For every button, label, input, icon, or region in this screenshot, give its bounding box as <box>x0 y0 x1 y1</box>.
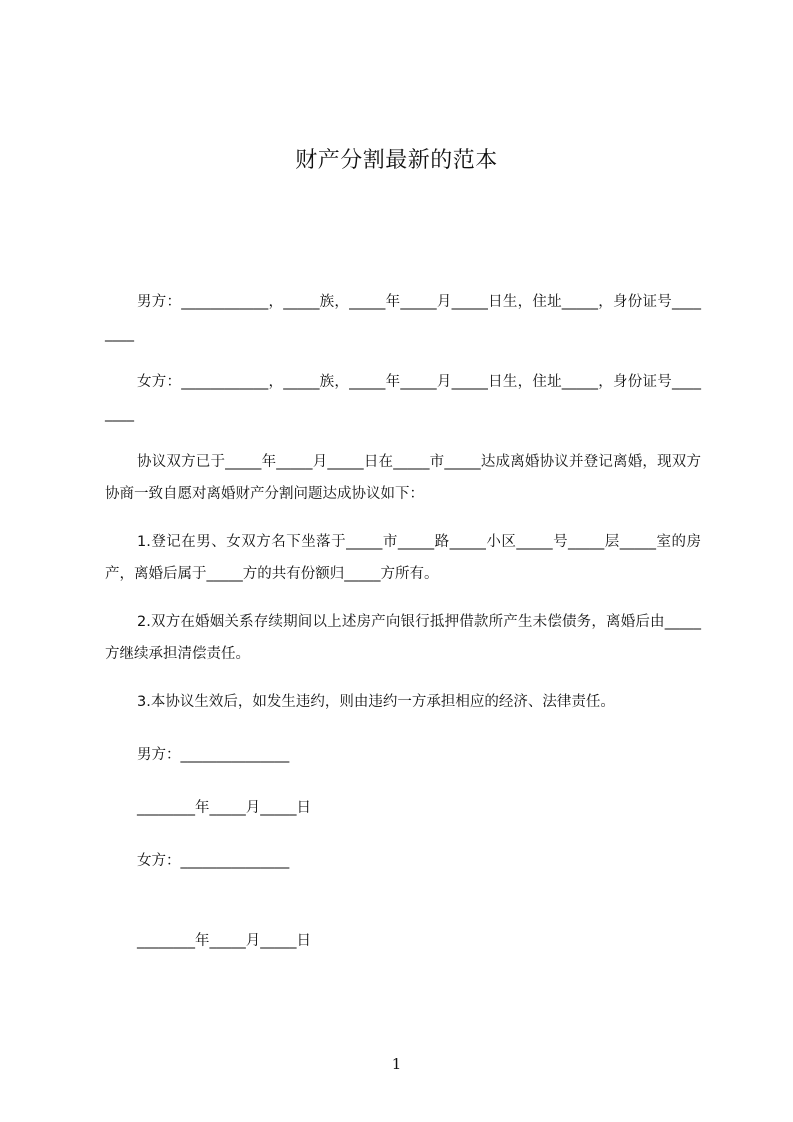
signature-female-date: ________年_____月_____日 <box>137 933 311 949</box>
paragraph-clause-2: 2.双方在婚姻关系存续期间以上述房产向银行抵押借款所产生未偿债务，离婚后由_____方继续承担清偿责任。 <box>105 614 701 662</box>
paragraph-clause-3: 3.本协议生效后，如发生违约，则由违约一方承担相应的经济、法律责任。 <box>137 694 615 710</box>
paragraph-female-party: 女方：____________，_____族，_____年_____月_____日生，住址_____，身份证号________ <box>105 374 701 422</box>
signature-male: 男方：_______________ <box>137 747 290 763</box>
page-number: 1 <box>391 1055 402 1073</box>
paragraph-male-party: 男方：____________，_____族，_____年_____月_____日生，住址_____，身份证号________ <box>105 294 701 342</box>
signature-male-date: ________年_____月_____日 <box>137 800 311 816</box>
document-title: 财产分割最新的范本 <box>295 148 498 173</box>
signature-female: 女方：_______________ <box>137 853 290 869</box>
paragraph-clause-1: 1.登记在男、女双方名下坐落于_____市_____路_____小区_____号_____层_____室的房产，离婚后属于_____方的共有份额归_____方所有。 <box>105 534 701 582</box>
paragraph-agreement-intro: 协议双方已于_____年_____月_____日在_____市_____达成离婚协议并登记离婚，现双方协商一致自愿对离婚财产分割问题达成协议如下： <box>105 454 701 502</box>
